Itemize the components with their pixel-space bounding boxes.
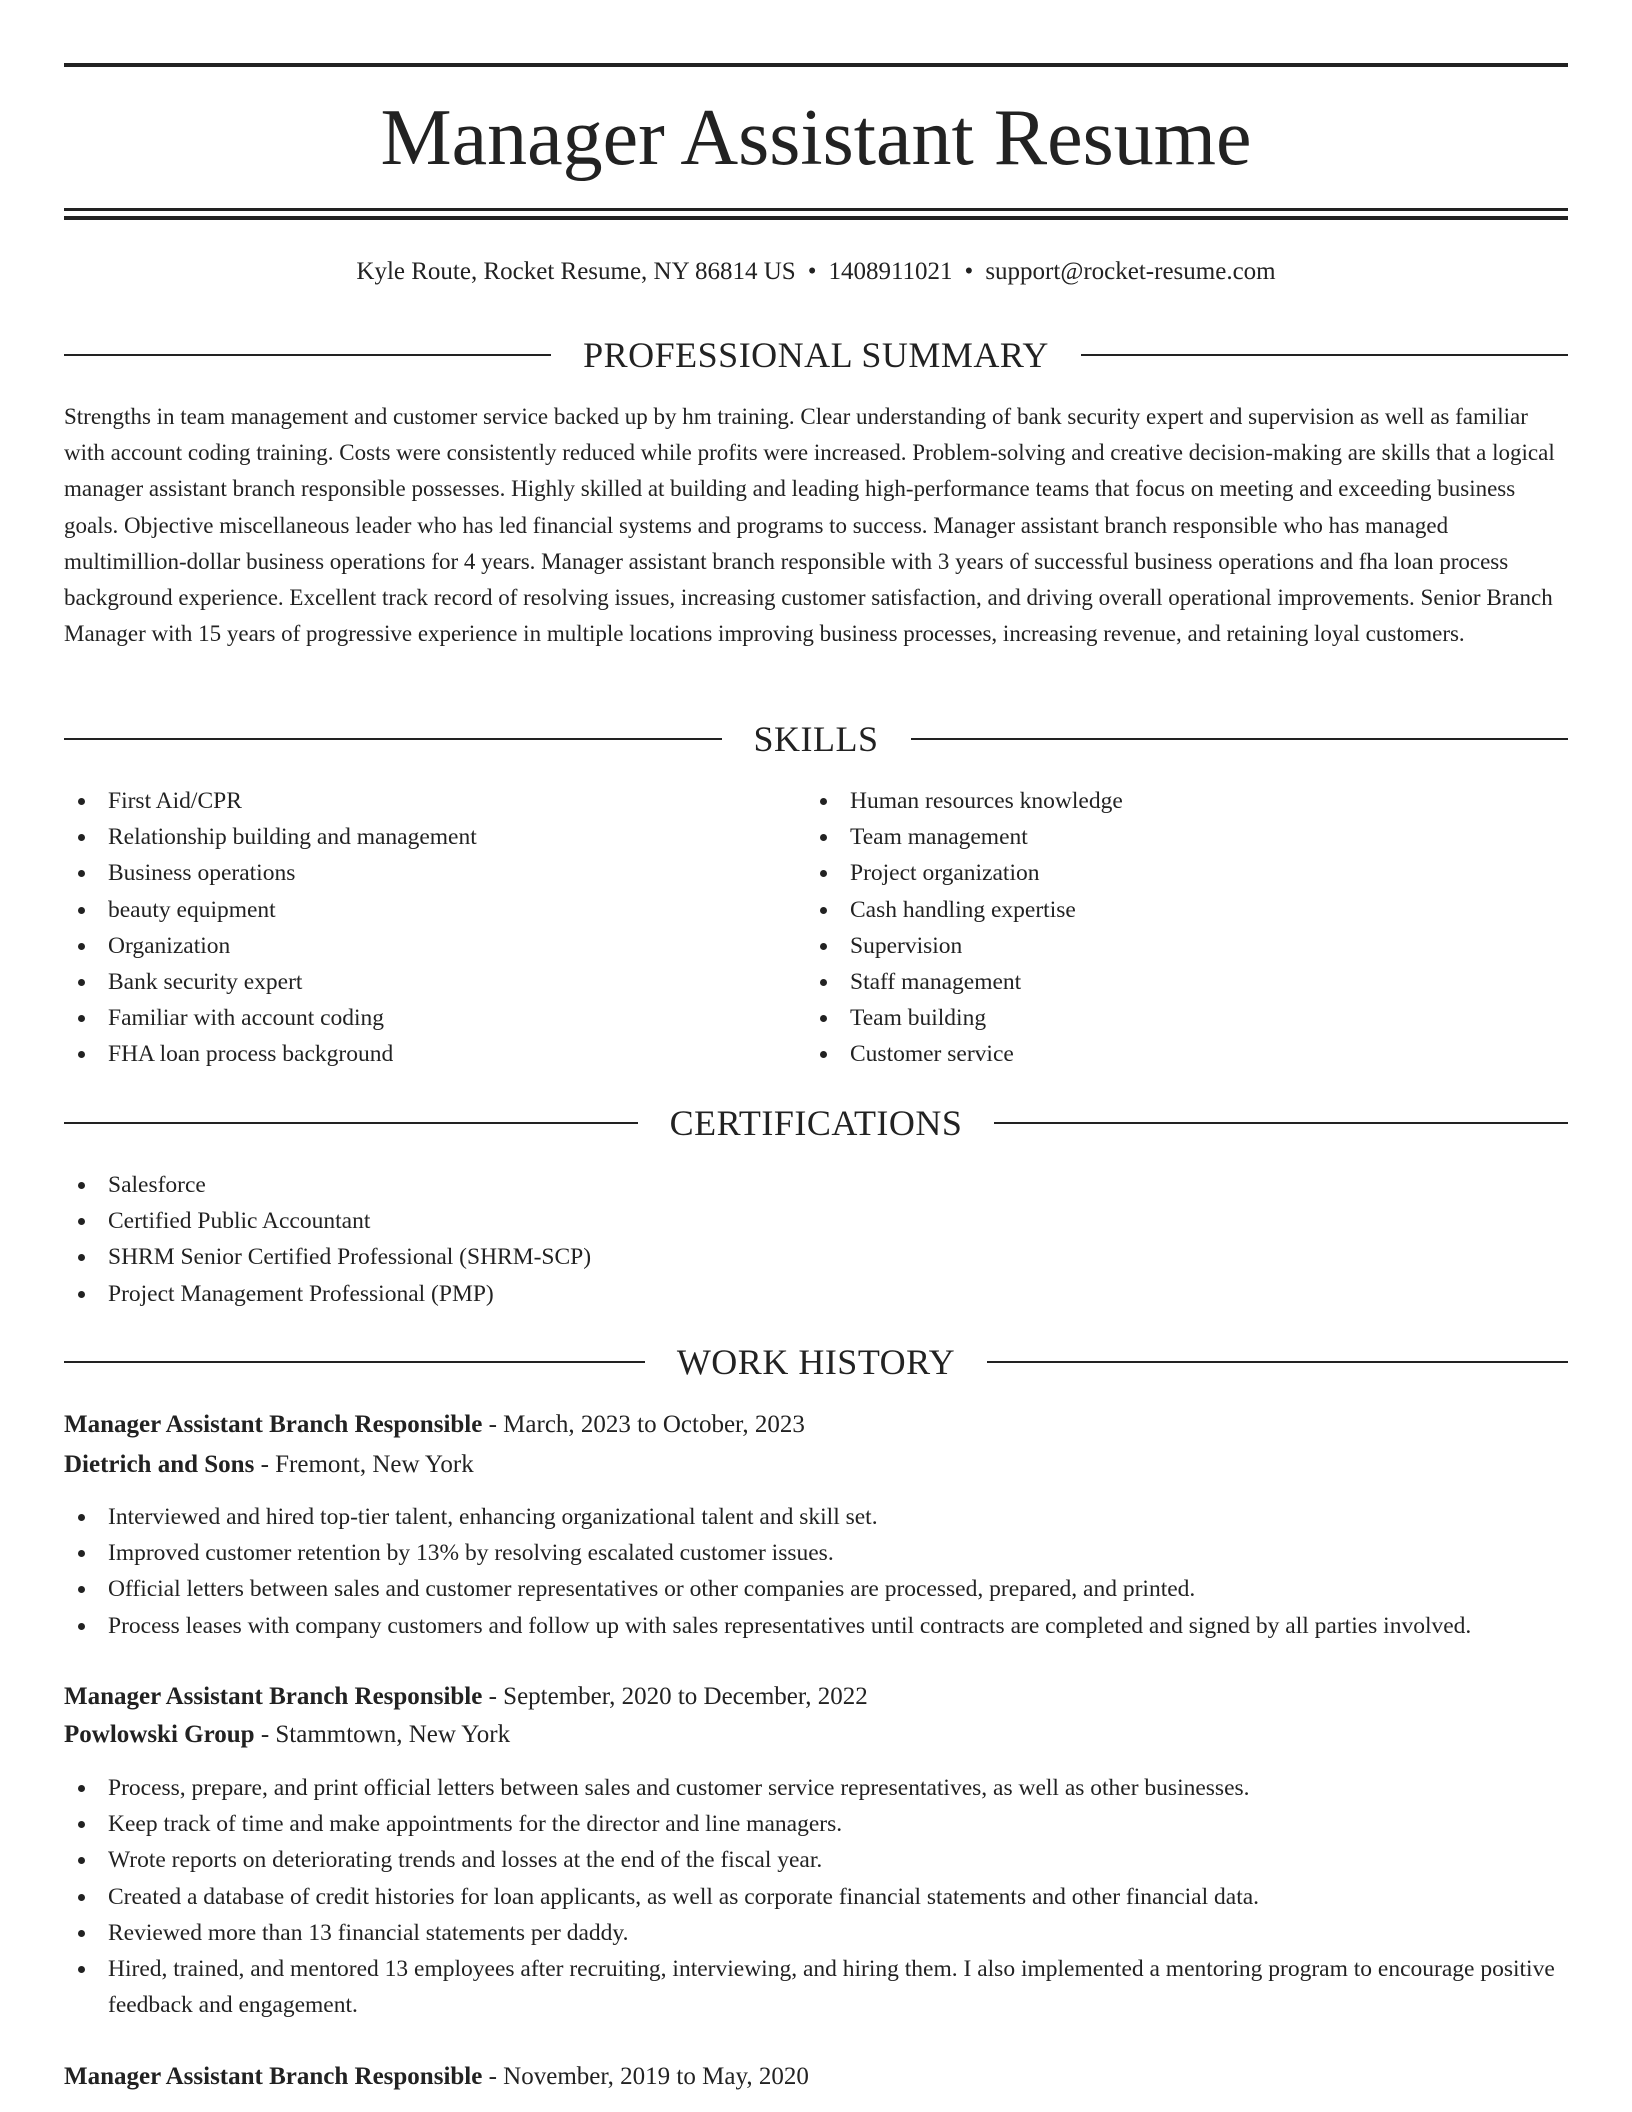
title-double-rule-upper — [64, 208, 1568, 211]
skill-item: beauty equipment — [64, 892, 764, 928]
skill-item: Cash handling expertise — [806, 892, 1506, 928]
job-company: Powlowski Group — [64, 1721, 255, 1748]
skill-item: Bank security expert — [64, 964, 764, 1000]
heading-rule-right — [1081, 354, 1568, 356]
job-bullet: Interviewed and hired top-tier talent, enhancing organizational talent and skill set. — [64, 1499, 1584, 1535]
section-heading-summary — [64, 335, 1568, 375]
job-bullets — [64, 1499, 1584, 1644]
job-company: Dietrich and Sons — [64, 1451, 255, 1478]
skills-list-left — [64, 783, 764, 1073]
heading-rule-right — [994, 1122, 1568, 1124]
skill-item: Human resources knowledge — [806, 783, 1506, 819]
heading-rule-left — [64, 1361, 645, 1363]
certification-item: Certified Public Accountant — [64, 1203, 1564, 1239]
job-dates: - November, 2019 to May, 2020 — [488, 2063, 809, 2090]
page-title: Manager Assistant Resume — [380, 94, 1252, 182]
top-rule — [64, 63, 1568, 67]
section-heading-text: WORK HISTORY — [676, 1342, 956, 1382]
skill-item: Supervision — [806, 928, 1506, 964]
job-bullet: Created a database of credit histories for loan applicants, as well as corporate financial statements and other financial data. — [64, 1879, 1584, 1915]
skill-item: Organization — [64, 928, 764, 964]
job-bullets — [64, 1770, 1584, 2023]
job-title: Manager Assistant Branch Responsible — [64, 1411, 483, 1438]
section-heading-work-history — [64, 1342, 1568, 1382]
section-heading-text: CERTIFICATIONS — [669, 1103, 963, 1143]
job-title-line — [64, 2058, 1568, 2096]
job-location: - Fremont, New York — [260, 1451, 474, 1478]
skill-item: Team management — [806, 819, 1506, 855]
section-heading-text: SKILLS — [753, 719, 879, 759]
skills-list-right — [806, 783, 1506, 1073]
contact-phone: 1408911021 — [828, 258, 953, 285]
section-heading-text: PROFESSIONAL SUMMARY — [583, 335, 1049, 375]
skill-item: Project organization — [806, 855, 1506, 891]
skill-item: Staff management — [806, 964, 1506, 1000]
job-company-line — [64, 1446, 1568, 1484]
skill-item: Familiar with account coding — [64, 1000, 764, 1036]
heading-rule-right — [987, 1361, 1568, 1363]
job-bullet: Wrote reports on deteriorating trends and losses at the end of the fiscal year. — [64, 1842, 1584, 1878]
skill-item: Relationship building and management — [64, 819, 764, 855]
job-title-line — [64, 1406, 1568, 1444]
job-location: - Stammtown, New York — [260, 1721, 511, 1748]
heading-rule-left — [64, 354, 551, 356]
contact-separator: • — [807, 258, 817, 285]
certifications-list — [64, 1167, 1564, 1312]
contact-email: support@rocket-resume.com — [985, 258, 1276, 285]
job-title-line — [64, 1678, 1568, 1716]
heading-rule-left — [64, 1122, 638, 1124]
skill-item: Business operations — [64, 855, 764, 891]
heading-rule-right — [911, 738, 1569, 740]
job-bullet: Hired, trained, and mentored 13 employees after recruiting, interviewing, and hiring them. I also implemented a mentoring program to encourage positive feedback and engagement. — [64, 1951, 1584, 2023]
job-bullet: Process leases with company customers and follow up with sales representatives until contracts are completed and signed by all parties involved. — [64, 1608, 1584, 1644]
job-title: Manager Assistant Branch Responsible — [64, 2063, 483, 2090]
summary-text: Strengths in team management and customer service backed up by hm training. Clear understanding of bank security expert and supervision as well as familiar with account coding training. Costs were consistently reduced while profits were increased. Problem-solving and creative decision-making are skills that a logical manager assistant branch responsible possesses. Highly skilled at building and leading high-performance teams that focus on meeting and exceeding business goals. Objective miscellaneous leader who has led financial systems and programs to success. Manager assistant branch responsible who has managed multimillion-dollar business operations for 4 years. Manager assistant branch responsible with 3 years of successful business operations and fha loan process background experience. Excellent track record of resolving issues, increasing customer satisfaction, and driving overall operational improvements. Senior Branch Manager with 15 years of progressive experience in multiple locations improving business processes, increasing revenue, and retaining loyal customers. — [64, 404, 1555, 647]
skill-item: Team building — [806, 1000, 1506, 1036]
job-bullet: Reviewed more than 13 financial statements per daddy. — [64, 1915, 1584, 1951]
heading-rule-left — [64, 738, 722, 740]
job-title: Manager Assistant Branch Responsible — [64, 1683, 483, 1710]
job-company-line — [64, 1716, 1568, 1754]
job-dates: - September, 2020 to December, 2022 — [488, 1683, 868, 1710]
contact-address: Kyle Route, Rocket Resume, NY 86814 US — [356, 258, 796, 285]
certification-item: Salesforce — [64, 1167, 1564, 1203]
title-double-rule-lower — [64, 216, 1568, 220]
job-bullet: Keep track of time and make appointments for the director and line managers. — [64, 1806, 1584, 1842]
contact-line — [64, 254, 1568, 290]
job-dates: - March, 2023 to October, 2023 — [488, 1411, 805, 1438]
section-heading-skills — [64, 719, 1568, 759]
certification-item: Project Management Professional (PMP) — [64, 1276, 1564, 1312]
skill-item: Customer service — [806, 1036, 1506, 1072]
skill-item: First Aid/CPR — [64, 783, 764, 819]
job-bullet: Process, prepare, and print official letters between sales and customer service representatives, as well as other businesses. — [64, 1770, 1584, 1806]
job-bullet: Improved customer retention by 13% by resolving escalated customer issues. — [64, 1535, 1584, 1571]
skill-item: FHA loan process background — [64, 1036, 764, 1072]
section-heading-certifications — [64, 1103, 1568, 1143]
job-bullet: Official letters between sales and customer representatives or other companies are processed, prepared, and printed. — [64, 1571, 1584, 1607]
contact-separator: • — [964, 258, 974, 285]
certification-item: SHRM Senior Certified Professional (SHRM-SCP) — [64, 1239, 1564, 1275]
